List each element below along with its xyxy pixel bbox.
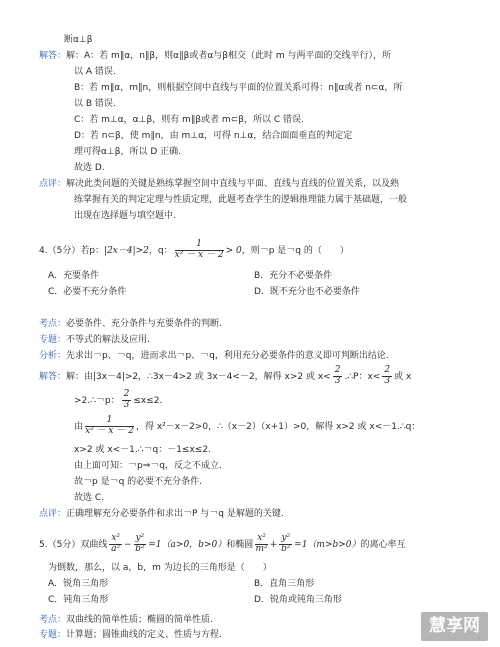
text: 解决此类问题的关键是熟练掌握空间中直线与平面、直线与直线的位置关系，以及熟 bbox=[66, 179, 400, 189]
text-line: C：若 m⊥α，α⊥β，则有 m∥β或者 m⊂β，所以 C 错误. bbox=[74, 115, 304, 125]
text: 解：A：若 m∥α，n∥β，则α∥β或者α与β相交（此时 m 与两平面的交线平行），所 bbox=[66, 51, 392, 61]
text: ，得 x²－x－2>0，∴（x－2）（x+1）>0，解得 x>2 或 x<－1.∴q： bbox=[135, 421, 421, 432]
text: 正确理解充分必要条件和求出￢P 与￢q 是解题的关键. bbox=[66, 509, 284, 519]
text: 解：由|3x－4|>2，∴3x－4>2 或 3x－4<－2，解得 x>2 或 x< bbox=[66, 371, 331, 382]
comment-line bbox=[39, 508, 284, 522]
text-line: 出现在选择题与填空题中. bbox=[74, 211, 176, 221]
option-d: D．既不充分也不必要条件 bbox=[254, 287, 360, 297]
fraction-denominator: 3 bbox=[334, 375, 341, 386]
topic-label: 考点： bbox=[39, 319, 67, 329]
fraction-numerator: 2 bbox=[384, 365, 391, 375]
text: 双曲线的简单性质；椭圆的简单性质. bbox=[66, 615, 213, 625]
text-line: 练掌握有关的判定定理与性质定理，此题考查学生的逻辑推理能力属于基础题，一般 bbox=[74, 195, 408, 205]
fraction-numerator: 1 bbox=[85, 416, 134, 427]
ellipse-x-term bbox=[255, 534, 268, 555]
option-b: B．直角三角形 bbox=[254, 579, 315, 589]
fraction-numerator: 2 bbox=[334, 365, 341, 375]
answer-label: 解答： bbox=[39, 51, 67, 61]
option-a: A．充要条件 bbox=[48, 271, 100, 281]
fraction-denominator: b² bbox=[281, 543, 291, 554]
text: 4.（5分）若p： bbox=[39, 245, 105, 256]
text: 的离心率互 bbox=[360, 539, 406, 550]
fraction-denominator: 3 bbox=[123, 399, 130, 410]
fraction-numerator: 2 bbox=[123, 389, 130, 399]
text: ，则￢p 是￢q 的（ ） bbox=[241, 245, 349, 256]
text-line: 以 B 错误. bbox=[74, 99, 116, 109]
fraction-denominator: b² bbox=[135, 543, 145, 554]
fraction-numerator: 1 bbox=[175, 240, 224, 251]
text: 先求出￢p、￢q，进而求出￢p、￢q，利用充分必要条件的意义即可判断出结论. bbox=[66, 351, 389, 361]
text-line: 理可得α⊥β，所以 D 正确. bbox=[74, 147, 182, 157]
answer-label: 解答： bbox=[39, 371, 67, 382]
solution-line-2 bbox=[74, 390, 162, 411]
text: =1（a>0，b>0） bbox=[148, 539, 227, 550]
analysis-label: 分析： bbox=[39, 351, 67, 361]
text-line: B：若 m∥α，m∥n，则根据空间中直线与平面的位置关系可得：n∥α或者 n⊂α，所 bbox=[74, 83, 403, 93]
fraction-numerator: x² bbox=[257, 533, 266, 543]
answer-line bbox=[39, 50, 391, 64]
fraction-numerator: x² bbox=[111, 533, 121, 543]
solution-line-6: 故￢p 是￢q 的必要不充分条件. bbox=[74, 477, 203, 487]
fraction-denominator: x² － x － 2 bbox=[85, 425, 134, 436]
text-line: 断α⊥β bbox=[64, 35, 93, 45]
option-c: C．必要不充分条件 bbox=[48, 287, 127, 297]
fraction-denominator: x² － x － 2 bbox=[174, 249, 224, 260]
text: 5.（5分）双曲线 bbox=[39, 539, 108, 550]
fraction-two-thirds bbox=[333, 366, 343, 387]
text-line: 故选 D. bbox=[74, 163, 105, 173]
text: > 0 bbox=[225, 245, 242, 256]
option-b: B．充分不必要条件 bbox=[254, 271, 333, 281]
text: ，q： bbox=[148, 245, 173, 256]
fraction-numerator: y² bbox=[281, 533, 291, 543]
hyperbola-x-term bbox=[109, 534, 122, 555]
fraction-two-thirds bbox=[382, 366, 392, 387]
text-line: 为倒数，那么，以 a，b，m 为边长的三角形是（ ） bbox=[48, 563, 272, 573]
question-4-stem bbox=[39, 240, 349, 261]
text: =1（m>b>0） bbox=[294, 539, 361, 550]
solution-line-1 bbox=[39, 366, 411, 387]
option-a: A．锐角三角形 bbox=[48, 579, 109, 589]
text: 不等式的解法及应用. bbox=[66, 335, 150, 345]
fraction-numerator: y² bbox=[135, 533, 145, 543]
solution-line-7: 故选 C. bbox=[74, 493, 105, 503]
fraction-two-thirds bbox=[122, 390, 132, 411]
topic-line bbox=[39, 614, 213, 628]
fraction-denominator: 3 bbox=[384, 375, 391, 386]
solution-line-5: 由上面可知：￢p⇒￢q，反之不成立. bbox=[74, 461, 222, 471]
text: .∴P：x< bbox=[344, 371, 381, 382]
analysis-line bbox=[39, 350, 389, 364]
text-line: D：若 n⊂β，使 m∥n，由 m⊥α，可得 n⊥α，结合面面垂直的判定定 bbox=[74, 131, 353, 141]
text: 由 bbox=[74, 421, 84, 432]
text: 和椭圆 bbox=[226, 539, 254, 550]
category-label: 专题： bbox=[39, 335, 67, 345]
solution-line-4: x>2 或 x<－1.∴￢q：－1≤x≤2. bbox=[74, 445, 211, 455]
solution-line-3 bbox=[74, 416, 420, 437]
text: >2.∴￢p： bbox=[74, 395, 120, 406]
comment-label: 点评： bbox=[39, 509, 67, 519]
fraction bbox=[85, 416, 134, 437]
option-d: D．锐角或钝角三角形 bbox=[254, 595, 342, 605]
text: 必要条件、充分条件与充要条件的判断. bbox=[66, 319, 222, 329]
category-line bbox=[39, 334, 150, 348]
ellipse-y-term bbox=[279, 534, 292, 555]
site-watermark: 慧享网 bbox=[421, 612, 488, 642]
category-line bbox=[39, 629, 222, 643]
fraction-denominator: m² bbox=[255, 543, 268, 554]
p-expression: |2x－4|>2 bbox=[104, 245, 149, 256]
comment-line bbox=[39, 178, 399, 192]
text: 计算题；圆锥曲线的定义、性质与方程. bbox=[66, 630, 222, 640]
text-line: 以 A 错误. bbox=[74, 67, 116, 77]
hyperbola-y-term bbox=[134, 534, 147, 555]
option-c: C．钝角三角形 bbox=[48, 595, 109, 605]
topic-line bbox=[39, 318, 222, 332]
q-fraction bbox=[175, 240, 224, 261]
text: 或 x bbox=[394, 371, 412, 382]
topic-label: 考点： bbox=[39, 615, 67, 625]
comment-label: 点评： bbox=[39, 179, 67, 189]
fraction-denominator: a² bbox=[111, 543, 121, 554]
category-label: 专题： bbox=[39, 630, 67, 640]
question-5-stem: 5.（5分）双曲线 $\frac{\text{x²}}{\text{a²}}$ − $\frac{\text{y²}}{\text{b²}}$ =1（a>0，b>0）和椭圆 $\frac{\text{x²}}{\text{m²}}$ + $\frac{\text{y²}}{\text{b²}}$ =1（m>b>0）的离心率互 bbox=[39, 533, 406, 554]
text: ≤x≤2. bbox=[133, 395, 163, 406]
